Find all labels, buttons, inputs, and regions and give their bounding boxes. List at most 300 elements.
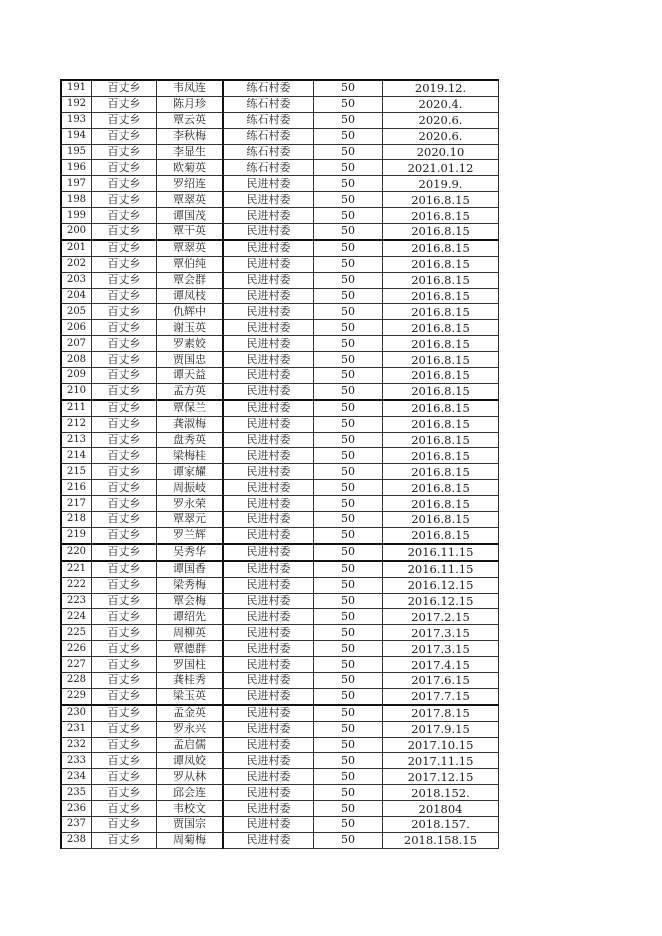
name-cell[interactable]: 梁梅桂 (157, 448, 224, 464)
amount-cell[interactable]: 50 (314, 785, 383, 801)
village-cell[interactable]: 民进村委 (223, 705, 314, 721)
amount-cell[interactable]: 50 (314, 721, 383, 737)
village-cell[interactable]: 民进村委 (223, 577, 314, 593)
table-row (61, 144, 499, 160)
town-cell[interactable]: 百丈乡 (92, 112, 157, 128)
date-cell[interactable]: 2020.6. (383, 128, 499, 144)
date-cell[interactable]: 2016.8.15 (383, 336, 499, 352)
amount-cell[interactable]: 50 (314, 832, 383, 848)
town-cell[interactable]: 百丈乡 (92, 448, 157, 464)
date-cell[interactable]: 2016.8.15 (383, 400, 499, 416)
town-cell[interactable]: 百丈乡 (92, 480, 157, 496)
village-cell[interactable]: 民进村委 (223, 304, 314, 320)
name-cell[interactable]: 罗永荣 (157, 496, 224, 512)
name-cell[interactable]: 覃翠英 (157, 192, 224, 208)
date-cell[interactable]: 2016.8.15 (383, 383, 499, 399)
amount-cell[interactable]: 50 (314, 224, 383, 240)
village-cell[interactable]: 民进村委 (223, 208, 314, 224)
row-number-cell[interactable]: 213 (61, 432, 92, 448)
row-number-cell[interactable]: 236 (61, 801, 92, 817)
date-cell[interactable]: 2019.12. (383, 80, 499, 96)
row-number-cell[interactable]: 193 (61, 112, 92, 128)
row-number-cell[interactable]: 234 (61, 769, 92, 785)
table-row (61, 288, 499, 304)
town-cell[interactable]: 百丈乡 (92, 176, 157, 192)
town-cell[interactable]: 百丈乡 (92, 96, 157, 112)
name-cell[interactable]: 邱会连 (157, 785, 224, 801)
row-number-cell[interactable]: 223 (61, 593, 92, 609)
date-cell[interactable]: 2016.11.15 (383, 561, 499, 577)
village-cell[interactable]: 民进村委 (223, 400, 314, 416)
row-number-cell[interactable]: 199 (61, 208, 92, 224)
town-cell[interactable]: 百丈乡 (92, 336, 157, 352)
village-cell[interactable]: 民进村委 (223, 561, 314, 577)
name-cell[interactable]: 罗绍连 (157, 176, 224, 192)
village-cell[interactable]: 民进村委 (223, 480, 314, 496)
date-cell[interactable]: 2016.8.15 (383, 512, 499, 528)
row-number-cell[interactable]: 197 (61, 176, 92, 192)
date-cell[interactable]: 2016.8.15 (383, 464, 499, 480)
town-cell[interactable]: 百丈乡 (92, 352, 157, 368)
name-cell[interactable]: 孟金英 (157, 705, 224, 721)
table-row (61, 192, 499, 208)
village-cell[interactable]: 练石村委 (223, 96, 314, 112)
village-cell[interactable]: 民进村委 (223, 769, 314, 785)
town-cell[interactable]: 百丈乡 (92, 816, 157, 832)
village-cell[interactable]: 民进村委 (223, 593, 314, 609)
name-cell[interactable]: 陈月珍 (157, 96, 224, 112)
row-number-cell[interactable]: 226 (61, 641, 92, 657)
amount-cell[interactable]: 50 (314, 609, 383, 625)
amount-cell[interactable]: 50 (314, 432, 383, 448)
name-cell[interactable]: 覃干英 (157, 224, 224, 240)
row-number-cell[interactable]: 195 (61, 144, 92, 160)
village-cell[interactable]: 民进村委 (223, 192, 314, 208)
row-number-cell[interactable]: 211 (61, 400, 92, 416)
town-cell[interactable]: 百丈乡 (92, 464, 157, 480)
town-cell[interactable]: 百丈乡 (92, 320, 157, 336)
name-cell[interactable]: 孟方英 (157, 383, 224, 399)
name-cell[interactable]: 韦校文 (157, 801, 224, 817)
row-number-cell[interactable]: 201 (61, 240, 92, 256)
amount-cell[interactable]: 50 (314, 368, 383, 384)
village-cell[interactable]: 民进村委 (223, 527, 314, 543)
row-number-cell[interactable]: 212 (61, 416, 92, 432)
name-cell[interactable]: 覃会群 (157, 272, 224, 288)
table-row (61, 609, 499, 625)
name-cell[interactable]: 李显生 (157, 144, 224, 160)
amount-cell[interactable]: 50 (314, 80, 383, 96)
village-cell[interactable]: 民进村委 (223, 625, 314, 641)
village-cell[interactable]: 民进村委 (223, 464, 314, 480)
town-cell[interactable]: 百丈乡 (92, 304, 157, 320)
town-cell[interactable]: 百丈乡 (92, 368, 157, 384)
date-cell[interactable]: 2020.6. (383, 112, 499, 128)
town-cell[interactable]: 百丈乡 (92, 160, 157, 176)
row-number-cell[interactable]: 191 (61, 80, 92, 96)
amount-cell[interactable]: 50 (314, 737, 383, 753)
date-cell[interactable]: 2016.8.15 (383, 368, 499, 384)
village-cell[interactable]: 民进村委 (223, 383, 314, 399)
village-cell[interactable]: 民进村委 (223, 368, 314, 384)
name-cell[interactable]: 罗国柱 (157, 657, 224, 673)
row-number-cell[interactable]: 231 (61, 721, 92, 737)
name-cell[interactable]: 贾国宗 (157, 816, 224, 832)
date-cell[interactable]: 2017.6.15 (383, 672, 499, 688)
row-number-cell[interactable]: 196 (61, 160, 92, 176)
amount-cell[interactable]: 50 (314, 272, 383, 288)
date-cell[interactable]: 2018.158.15 (383, 832, 499, 848)
name-cell[interactable]: 龚桂秀 (157, 672, 224, 688)
amount-cell[interactable]: 50 (314, 657, 383, 673)
town-cell[interactable]: 百丈乡 (92, 577, 157, 593)
amount-cell[interactable]: 50 (314, 192, 383, 208)
date-cell[interactable]: 2020.10 (383, 144, 499, 160)
village-cell[interactable]: 民进村委 (223, 657, 314, 673)
row-number-cell[interactable]: 230 (61, 705, 92, 721)
date-cell[interactable]: 2016.8.15 (383, 432, 499, 448)
amount-cell[interactable]: 50 (314, 625, 383, 641)
date-cell[interactable]: 2016.8.15 (383, 304, 499, 320)
village-cell[interactable]: 民进村委 (223, 448, 314, 464)
village-cell[interactable]: 练石村委 (223, 112, 314, 128)
name-cell[interactable]: 盘秀英 (157, 432, 224, 448)
date-cell[interactable]: 2017.3.15 (383, 625, 499, 641)
name-cell[interactable]: 罗从林 (157, 769, 224, 785)
town-cell[interactable]: 百丈乡 (92, 625, 157, 641)
town-cell[interactable]: 百丈乡 (92, 128, 157, 144)
name-cell[interactable]: 覃翠元 (157, 512, 224, 528)
date-cell[interactable]: 2016.8.15 (383, 208, 499, 224)
date-cell[interactable]: 2016.8.15 (383, 288, 499, 304)
village-cell[interactable]: 民进村委 (223, 832, 314, 848)
date-cell[interactable]: 2021.01.12 (383, 160, 499, 176)
row-number-cell[interactable]: 198 (61, 192, 92, 208)
village-cell[interactable]: 民进村委 (223, 688, 314, 704)
amount-cell[interactable]: 50 (314, 304, 383, 320)
name-cell[interactable]: 谭国香 (157, 561, 224, 577)
town-cell[interactable]: 百丈乡 (92, 144, 157, 160)
date-cell[interactable]: 2016.8.15 (383, 192, 499, 208)
row-number-cell[interactable]: 210 (61, 383, 92, 399)
date-cell[interactable]: 2017.9.15 (383, 721, 499, 737)
town-cell[interactable]: 百丈乡 (92, 801, 157, 817)
town-cell[interactable]: 百丈乡 (92, 512, 157, 528)
date-cell[interactable]: 2016.8.15 (383, 240, 499, 256)
town-cell[interactable]: 百丈乡 (92, 737, 157, 753)
village-cell[interactable]: 民进村委 (223, 721, 314, 737)
date-cell[interactable]: 2016.8.15 (383, 496, 499, 512)
row-number-cell[interactable]: 207 (61, 336, 92, 352)
town-cell[interactable]: 百丈乡 (92, 383, 157, 399)
row-number-cell[interactable]: 202 (61, 256, 92, 272)
row-number-cell[interactable]: 203 (61, 272, 92, 288)
amount-cell[interactable]: 50 (314, 208, 383, 224)
village-cell[interactable]: 民进村委 (223, 672, 314, 688)
date-cell[interactable]: 2016.8.15 (383, 527, 499, 543)
name-cell[interactable]: 谭凤枝 (157, 288, 224, 304)
town-cell[interactable]: 百丈乡 (92, 496, 157, 512)
date-cell[interactable]: 2016.8.15 (383, 224, 499, 240)
name-cell[interactable]: 罗兰辉 (157, 527, 224, 543)
row-number-cell[interactable]: 206 (61, 320, 92, 336)
name-cell[interactable]: 覃翠英 (157, 240, 224, 256)
row-number-cell[interactable]: 204 (61, 288, 92, 304)
row-number-cell[interactable]: 205 (61, 304, 92, 320)
date-cell[interactable]: 2017.11.15 (383, 753, 499, 769)
table-row (61, 256, 499, 272)
village-cell[interactable]: 民进村委 (223, 801, 314, 817)
village-cell[interactable]: 民进村委 (223, 320, 314, 336)
date-cell[interactable]: 2016.11.15 (383, 544, 499, 561)
town-cell[interactable]: 百丈乡 (92, 416, 157, 432)
row-number-cell[interactable]: 220 (61, 544, 92, 561)
amount-cell[interactable]: 50 (314, 801, 383, 817)
village-cell[interactable]: 民进村委 (223, 496, 314, 512)
village-cell[interactable]: 民进村委 (223, 176, 314, 192)
village-cell[interactable]: 民进村委 (223, 816, 314, 832)
name-cell[interactable]: 谭天益 (157, 368, 224, 384)
amount-cell[interactable]: 50 (314, 769, 383, 785)
village-cell[interactable]: 民进村委 (223, 432, 314, 448)
row-number-cell[interactable]: 222 (61, 577, 92, 593)
village-cell[interactable]: 民进村委 (223, 288, 314, 304)
row-number-cell[interactable]: 214 (61, 448, 92, 464)
town-cell[interactable]: 百丈乡 (92, 192, 157, 208)
town-cell[interactable]: 百丈乡 (92, 753, 157, 769)
town-cell[interactable]: 百丈乡 (92, 527, 157, 543)
village-cell[interactable]: 民进村委 (223, 224, 314, 240)
name-cell[interactable]: 贾国忠 (157, 352, 224, 368)
village-cell[interactable]: 练石村委 (223, 144, 314, 160)
amount-cell[interactable]: 50 (314, 288, 383, 304)
amount-cell[interactable]: 50 (314, 176, 383, 192)
date-cell[interactable]: 2017.3.15 (383, 641, 499, 657)
date-cell[interactable]: 2017.10.15 (383, 737, 499, 753)
table-row (61, 272, 499, 288)
amount-cell[interactable]: 50 (314, 336, 383, 352)
village-cell[interactable]: 民进村委 (223, 609, 314, 625)
town-cell[interactable]: 百丈乡 (92, 288, 157, 304)
date-cell[interactable]: 2016.12.15 (383, 593, 499, 609)
town-cell[interactable]: 百丈乡 (92, 256, 157, 272)
village-cell[interactable]: 民进村委 (223, 785, 314, 801)
row-number-cell[interactable]: 227 (61, 657, 92, 673)
village-cell[interactable]: 民进村委 (223, 336, 314, 352)
name-cell[interactable]: 谭凤姣 (157, 753, 224, 769)
date-cell[interactable]: 2017.4.15 (383, 657, 499, 673)
town-cell[interactable]: 百丈乡 (92, 641, 157, 657)
town-cell[interactable]: 百丈乡 (92, 561, 157, 577)
name-cell[interactable]: 覃保兰 (157, 400, 224, 416)
name-cell[interactable]: 罗永兴 (157, 721, 224, 737)
date-cell[interactable]: 2020.4. (383, 96, 499, 112)
amount-cell[interactable]: 50 (314, 527, 383, 543)
amount-cell[interactable]: 50 (314, 240, 383, 256)
name-cell[interactable]: 罗素姣 (157, 336, 224, 352)
town-cell[interactable]: 百丈乡 (92, 544, 157, 561)
name-cell[interactable]: 梁玉英 (157, 688, 224, 704)
name-cell[interactable]: 覃会梅 (157, 593, 224, 609)
village-cell[interactable]: 练石村委 (223, 160, 314, 176)
town-cell[interactable]: 百丈乡 (92, 593, 157, 609)
village-cell[interactable]: 民进村委 (223, 352, 314, 368)
town-cell[interactable]: 百丈乡 (92, 672, 157, 688)
town-cell[interactable]: 百丈乡 (92, 208, 157, 224)
row-number-cell[interactable]: 215 (61, 464, 92, 480)
amount-cell[interactable]: 50 (314, 416, 383, 432)
date-cell[interactable]: 2016.8.15 (383, 352, 499, 368)
name-cell[interactable]: 谭国茂 (157, 208, 224, 224)
amount-cell[interactable]: 50 (314, 112, 383, 128)
row-number-cell[interactable]: 235 (61, 785, 92, 801)
village-cell[interactable]: 民进村委 (223, 272, 314, 288)
town-cell[interactable]: 百丈乡 (92, 785, 157, 801)
town-cell[interactable]: 百丈乡 (92, 80, 157, 96)
date-cell[interactable]: 2017.12.15 (383, 769, 499, 785)
row-number-cell[interactable]: 237 (61, 816, 92, 832)
name-cell[interactable]: 谢玉英 (157, 320, 224, 336)
row-number-cell[interactable]: 228 (61, 672, 92, 688)
amount-cell[interactable]: 50 (314, 593, 383, 609)
village-cell[interactable]: 民进村委 (223, 416, 314, 432)
date-cell[interactable]: 2016.8.15 (383, 416, 499, 432)
row-number-cell[interactable]: 229 (61, 688, 92, 704)
town-cell[interactable]: 百丈乡 (92, 657, 157, 673)
row-number-cell[interactable]: 232 (61, 737, 92, 753)
table-row (61, 240, 499, 256)
table-row (61, 737, 499, 753)
row-number-cell[interactable]: 218 (61, 512, 92, 528)
row-number-cell[interactable]: 194 (61, 128, 92, 144)
village-cell[interactable]: 练石村委 (223, 80, 314, 96)
village-cell[interactable]: 民进村委 (223, 512, 314, 528)
amount-cell[interactable]: 50 (314, 480, 383, 496)
row-number-cell[interactable]: 221 (61, 561, 92, 577)
town-cell[interactable]: 百丈乡 (92, 705, 157, 721)
village-cell[interactable]: 民进村委 (223, 544, 314, 561)
name-cell[interactable]: 孟启儒 (157, 737, 224, 753)
row-number-cell[interactable]: 208 (61, 352, 92, 368)
amount-cell[interactable]: 50 (314, 383, 383, 399)
amount-cell[interactable]: 50 (314, 400, 383, 416)
row-number-cell[interactable]: 225 (61, 625, 92, 641)
name-cell[interactable]: 仇辉中 (157, 304, 224, 320)
name-cell[interactable]: 欧菊英 (157, 160, 224, 176)
town-cell[interactable]: 百丈乡 (92, 272, 157, 288)
row-number-cell[interactable]: 216 (61, 480, 92, 496)
amount-cell[interactable]: 50 (314, 256, 383, 272)
amount-cell[interactable]: 50 (314, 641, 383, 657)
town-cell[interactable]: 百丈乡 (92, 400, 157, 416)
row-number-cell[interactable]: 209 (61, 368, 92, 384)
amount-cell[interactable]: 50 (314, 577, 383, 593)
amount-cell[interactable]: 50 (314, 561, 383, 577)
name-cell[interactable]: 龚淑梅 (157, 416, 224, 432)
date-cell[interactable]: 2016.8.15 (383, 480, 499, 496)
name-cell[interactable]: 覃德群 (157, 641, 224, 657)
row-number-cell[interactable]: 219 (61, 527, 92, 543)
date-cell[interactable]: 2017.2.15 (383, 609, 499, 625)
town-cell[interactable]: 百丈乡 (92, 432, 157, 448)
date-cell[interactable]: 2016.12.15 (383, 577, 499, 593)
date-cell[interactable]: 2019.9. (383, 176, 499, 192)
row-number-cell[interactable]: 217 (61, 496, 92, 512)
town-cell[interactable]: 百丈乡 (92, 224, 157, 240)
amount-cell[interactable]: 50 (314, 672, 383, 688)
village-cell[interactable]: 民进村委 (223, 737, 314, 753)
table-row (61, 593, 499, 609)
table-row (61, 304, 499, 320)
amount-cell[interactable]: 50 (314, 160, 383, 176)
date-cell[interactable]: 2018.157. (383, 816, 499, 832)
date-cell[interactable]: 2016.8.15 (383, 448, 499, 464)
village-cell[interactable]: 民进村委 (223, 240, 314, 256)
date-cell[interactable]: 2017.8.15 (383, 705, 499, 721)
amount-cell[interactable]: 50 (314, 464, 383, 480)
amount-cell[interactable]: 50 (314, 544, 383, 561)
date-cell[interactable]: 2018.152. (383, 785, 499, 801)
table-row (61, 400, 499, 416)
name-cell[interactable]: 谭家耀 (157, 464, 224, 480)
date-cell[interactable]: 2016.8.15 (383, 272, 499, 288)
row-number-cell[interactable]: 238 (61, 832, 92, 848)
town-cell[interactable]: 百丈乡 (92, 240, 157, 256)
date-cell[interactable]: 2016.8.15 (383, 256, 499, 272)
name-cell[interactable]: 李秋梅 (157, 128, 224, 144)
amount-cell[interactable]: 50 (314, 96, 383, 112)
name-cell[interactable]: 周菊梅 (157, 832, 224, 848)
town-cell[interactable]: 百丈乡 (92, 609, 157, 625)
town-cell[interactable]: 百丈乡 (92, 769, 157, 785)
row-number-cell[interactable]: 233 (61, 753, 92, 769)
amount-cell[interactable]: 50 (314, 688, 383, 704)
town-cell[interactable]: 百丈乡 (92, 721, 157, 737)
village-cell[interactable]: 民进村委 (223, 256, 314, 272)
village-cell[interactable]: 民进村委 (223, 641, 314, 657)
amount-cell[interactable]: 50 (314, 320, 383, 336)
amount-cell[interactable]: 50 (314, 816, 383, 832)
table-row (61, 80, 499, 96)
village-cell[interactable]: 民进村委 (223, 753, 314, 769)
village-cell[interactable]: 练石村委 (223, 128, 314, 144)
row-number-cell[interactable]: 200 (61, 224, 92, 240)
amount-cell[interactable]: 50 (314, 144, 383, 160)
name-cell[interactable]: 谭绍先 (157, 609, 224, 625)
town-cell[interactable]: 百丈乡 (92, 688, 157, 704)
row-number-cell[interactable]: 224 (61, 609, 92, 625)
name-cell[interactable]: 覃伯纯 (157, 256, 224, 272)
name-cell[interactable]: 梁秀梅 (157, 577, 224, 593)
amount-cell[interactable]: 50 (314, 128, 383, 144)
amount-cell[interactable]: 50 (314, 705, 383, 721)
town-cell[interactable]: 百丈乡 (92, 832, 157, 848)
date-cell[interactable]: 2017.7.15 (383, 688, 499, 704)
amount-cell[interactable]: 50 (314, 448, 383, 464)
date-cell[interactable]: 2016.8.15 (383, 320, 499, 336)
amount-cell[interactable]: 50 (314, 352, 383, 368)
date-cell[interactable]: 201804 (383, 801, 499, 817)
amount-cell[interactable]: 50 (314, 753, 383, 769)
name-cell[interactable]: 覃云英 (157, 112, 224, 128)
name-cell[interactable]: 吴秀华 (157, 544, 224, 561)
name-cell[interactable]: 周柳英 (157, 625, 224, 641)
name-cell[interactable]: 韦凤连 (157, 80, 224, 96)
amount-cell[interactable]: 50 (314, 512, 383, 528)
amount-cell[interactable]: 50 (314, 496, 383, 512)
row-number-cell[interactable]: 192 (61, 96, 92, 112)
name-cell[interactable]: 周振岐 (157, 480, 224, 496)
